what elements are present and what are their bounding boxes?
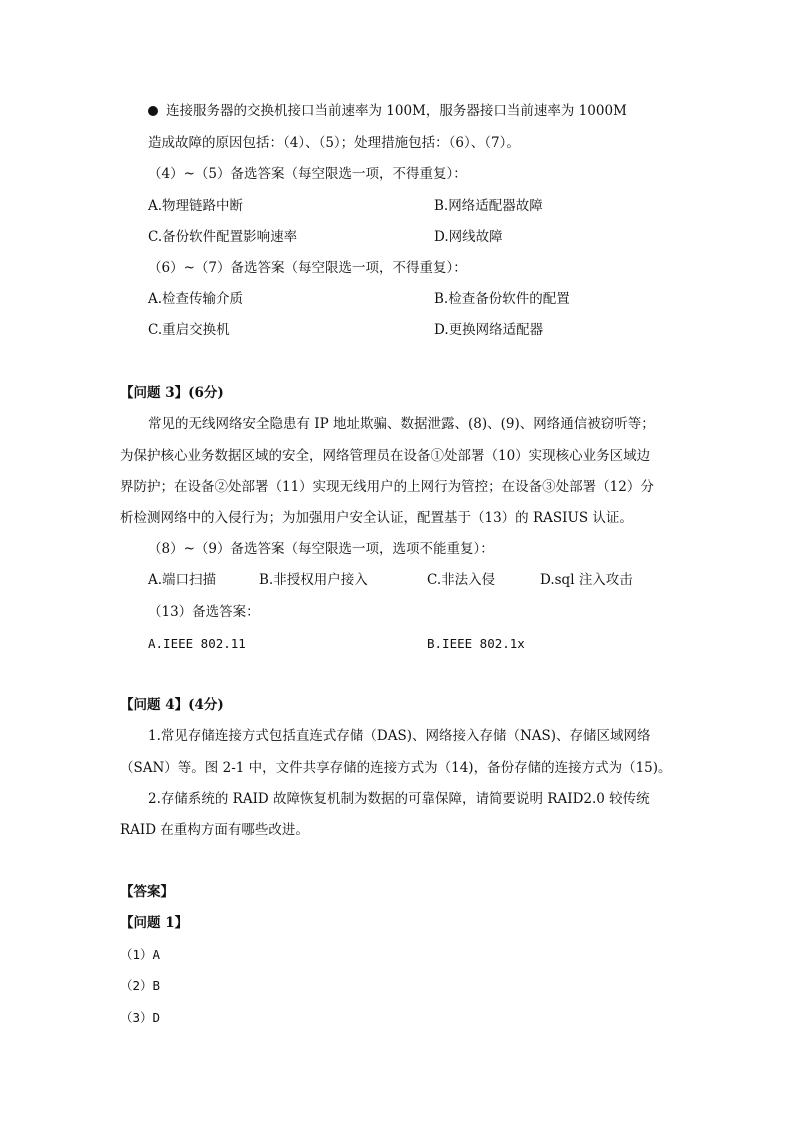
q13-option-b: B.IEEE 802.1x xyxy=(427,636,525,651)
cause-line: 造成故障的原因包括：（4）、（5）；处理措施包括：（6）、（7）。 xyxy=(148,135,520,151)
question4-item1-line2: （SAN）等。图 2-1 中，文件共享存储的连接方式为（14)，备份存储的连接方式为（15)。 xyxy=(120,760,672,776)
q67-prompt: （6）~（7）备选答案（每空限选一项，不得重复）： xyxy=(148,260,467,276)
q45-option-c: C.备份软件配置影响速率 xyxy=(148,229,298,245)
question3-para-line1: 常见的无线网络安全隐患有 IP 地址欺骗、数据泄露、(8)、(9)、网络通信被窃听等； xyxy=(148,416,655,432)
bullet-line: 连接服务器的交换机接口当前速率为 100M，服务器接口当前速率为 1000M xyxy=(148,101,627,121)
question3-para-line2: 为保护核心业务数据区域的安全，网络管理员在设备①处部署（10）实现核心业务区域边 xyxy=(120,448,651,464)
q89-option-b: B.非授权用户接入 xyxy=(259,572,368,588)
answer-item-3: （3）D xyxy=(120,1010,161,1025)
q89-prompt: （8）~（9）备选答案（每空限选一项，选项不能重复）： xyxy=(148,541,494,557)
answer-item-1: （1）A xyxy=(120,947,161,962)
question4-item1-line1: 1.常见存储连接方式包括直连式存储（DAS)、网络接入存储（NAS)、存储区域网络 xyxy=(148,728,651,744)
bullet-icon xyxy=(148,106,158,116)
question3-heading: 【问题 3】(6分) xyxy=(120,385,224,401)
q13-prompt: （13）备选答案： xyxy=(148,604,260,620)
q67-option-b: B.检查备份软件的配置 xyxy=(434,291,570,307)
q89-option-d: D.sql 注入攻击 xyxy=(540,572,633,588)
q45-option-b: B.网络适配器故障 xyxy=(434,198,543,214)
q13-option-a: A.IEEE 802.11 xyxy=(148,636,246,651)
q45-prompt: （4）~（5）备选答案（每空限选一项，不得重复）： xyxy=(148,166,467,182)
q67-option-d: D.更换网络适配器 xyxy=(434,322,544,338)
q89-option-a: A.端口扫描 xyxy=(148,572,217,588)
question3-para-line3: 界防护；在设备②处部署（11）实现无线用户的上网行为管控；在设备③处部署（12）分 xyxy=(120,479,654,495)
q89-option-c: C.非法入侵 xyxy=(427,572,496,588)
question4-heading: 【问题 4】(4分) xyxy=(120,697,224,713)
q67-option-a: A.检查传输介质 xyxy=(148,291,244,307)
question4-item2-line1: 2.存储系统的 RAID 故障恢复机制为数据的可靠保障，请简要说明 RAID2.0 较传统 xyxy=(148,791,650,807)
answers-q1-heading: 【问题 1】 xyxy=(120,915,189,931)
q45-option-a: A.物理链路中断 xyxy=(148,198,244,214)
question3-para-line4: 析检测网络中的入侵行为；为加强用户安全认证，配置基于（13）的 RASIUS 认证。 xyxy=(120,510,633,526)
answer-item-2: （2）B xyxy=(120,978,161,993)
answers-heading: 【答案】 xyxy=(120,884,174,900)
q45-option-d: D.网线故障 xyxy=(434,229,503,245)
q67-option-c: C.重启交换机 xyxy=(148,322,230,338)
question4-item2-line2: RAID 在重构方面有哪些改进。 xyxy=(120,822,309,838)
